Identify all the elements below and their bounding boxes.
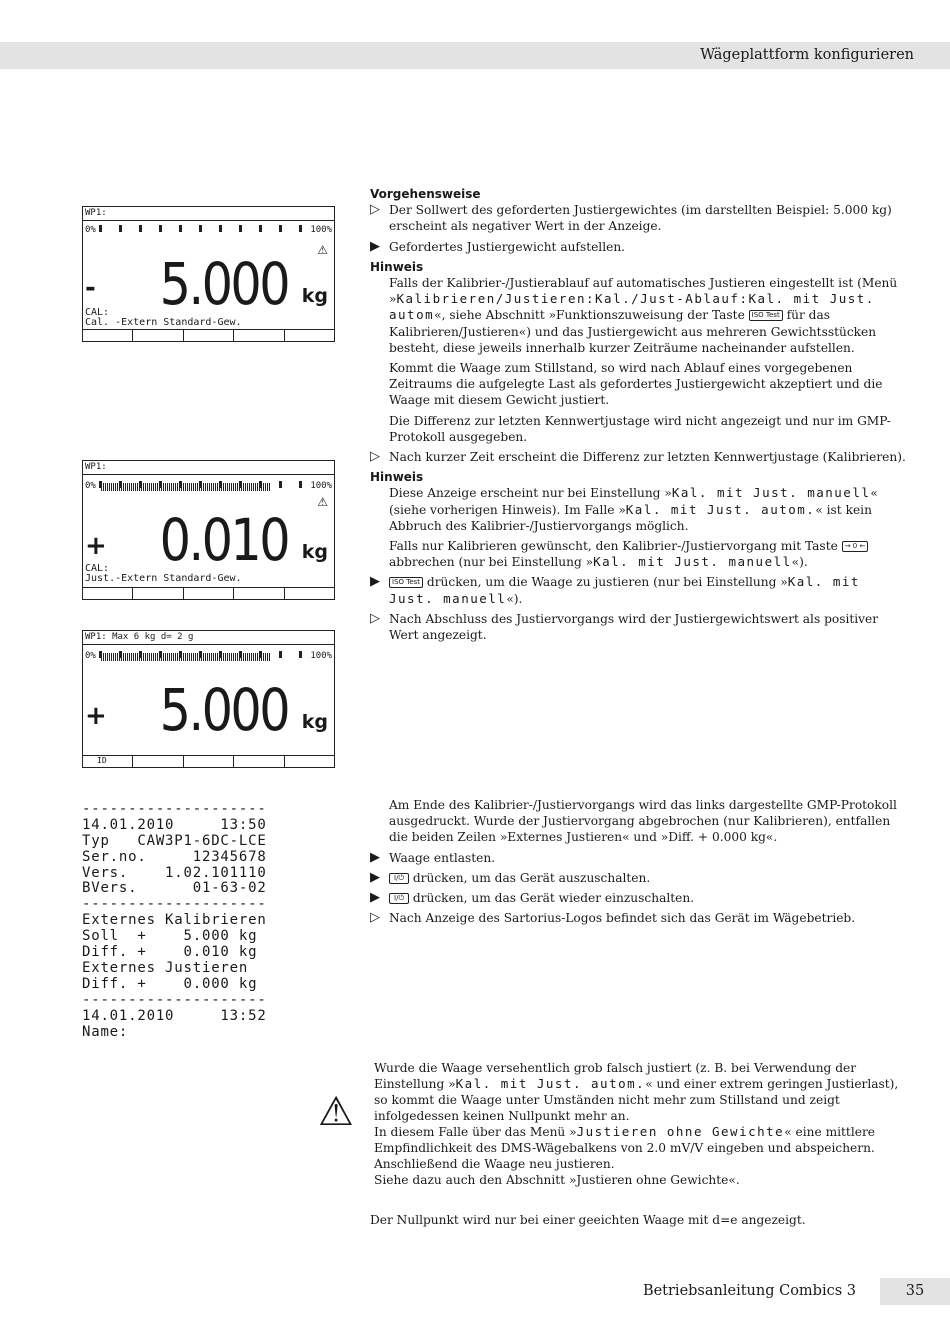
bargraph-max-label: 100% (310, 651, 332, 661)
note-paragraph: Die Differenz zur letzten Kennwertjustage wird nicht angezeigt und nur im GMP-Protokoll ausgegeben. (389, 413, 891, 444)
action-arrow-icon: ▶ (370, 869, 380, 885)
note-paragraph: Diese Anzeige erscheint nur bei Einstellung »Kal. mit Just. manuell« (siehe vorherigen Hinweis). Im Falle »Kal. mit Just. autom.« ist kein Abbruch des Kalibrier-/Justiervorgangs möglich. (389, 485, 878, 533)
warning-line: Anschließend die Waage neu justieren. (374, 1157, 615, 1171)
display-value: 5.000 (159, 250, 288, 318)
page-number: 35 (880, 1278, 950, 1305)
warning-triangle-icon: ⚠ (318, 1089, 354, 1135)
divider (83, 220, 334, 221)
note-paragraph: Kommt die Waage zum Stillstand, so wird nach Ablauf eines vorgegebenen Zeitraums die aufgelegte Last als gefordertes Justiergewicht akzeptiert und die Waage mit diesem Gewicht justiert. (389, 361, 883, 408)
bargraph-max-label: 100% (310, 225, 332, 235)
footer-title: Betriebsanleitung Combics 3 (642, 1283, 856, 1299)
action-step: ▶ Gefordertes Justiergewicht aufstellen. (370, 238, 626, 254)
iso-test-key-icon: ISO Test (749, 310, 783, 321)
warning-triangle-icon: ⚠ (317, 495, 328, 509)
display-cal-text: Just.-Extern Standard-Gew. (85, 573, 242, 584)
divider (83, 644, 334, 645)
result-arrow-icon: ▷ (370, 202, 380, 218)
warning-triangle-icon: ⚠ (317, 243, 328, 257)
display-wp-label: WP1: (85, 208, 107, 218)
divider (83, 474, 334, 475)
display-weighing (82, 630, 335, 768)
action-step: ▶ I/⏻ drücken, um das Gerät wieder einzuschalten. (370, 890, 695, 906)
instructions-part1 (370, 186, 910, 647)
display-value: 0.010 (159, 506, 288, 574)
action-arrow-icon: ▶ (370, 238, 380, 254)
power-key-icon: I/⏻ (389, 873, 409, 884)
heading-hinweis: Hinweis (370, 470, 424, 485)
printout-line: BVers. 01-63-02 (82, 880, 267, 897)
bargraph-ticks (99, 481, 302, 493)
bargraph-ticks (99, 651, 302, 663)
section-title: Wägeplattform konfigurieren (700, 47, 914, 63)
display-cal-label: CAL: (85, 563, 110, 574)
iso-test-key-icon: ISO Test (389, 577, 423, 588)
printout-line: Typ CAW3P1-6DC-LCE (82, 832, 267, 849)
softkey-id: ID (83, 756, 133, 767)
warning-line: Siehe dazu auch den Abschnitt »Justieren ohne Gewichte«. (374, 1173, 740, 1187)
printout-line: 14.01.2010 13:52 (82, 1007, 267, 1024)
note-paragraph: Falls nur Kalibrieren gewünscht, den Kalibrier-/Justiervorgang mit Taste → 0 ← abbrechen (nur bei Einstellung »Kal. mit Just. manuell«). (389, 538, 910, 570)
printout-line: Diff. + 0.010 kg (82, 944, 258, 961)
gmp-printout (82, 786, 267, 1056)
printout-line: 14.01.2010 13:50 (82, 816, 267, 833)
softkey-bar (83, 755, 334, 767)
bargraph (83, 651, 334, 663)
power-key-icon: I/⏻ (389, 893, 409, 904)
display-calibration-difference (82, 460, 335, 600)
printout-line: -------------------- (82, 800, 267, 817)
action-arrow-icon: ▶ (370, 849, 380, 865)
zero-key-icon: → 0 ← (842, 541, 869, 552)
display-unit: kg (301, 541, 328, 563)
note-paragraph: Falls der Kalibrier-/Justierablauf auf automatisches Justieren eingestellt ist (Menü »Kalibrieren/Justieren:Kal./Just-Ablauf:Kal. mit Just. autom«, siehe Abschnitt »Funktionszuweisung der Taste ISO Test für das Kalibrieren/Justieren«) und das Justiergewicht aus mehreren Gewichtsstücken besteht, diese jeweils innerhalb kurzer Zeiträume nacheinander aufstellen. (389, 276, 898, 355)
display-wp-label: WP1: Max 6 kg d= 2 g (85, 632, 194, 642)
printout-line: -------------------- (82, 896, 267, 913)
printout-line: Diff. + 0.000 kg (82, 975, 258, 992)
display-sign: + (85, 701, 107, 731)
bargraph-min-label: 0% (85, 481, 96, 491)
heading-hinweis: Hinweis (370, 259, 424, 274)
action-arrow-icon: ▶ (370, 574, 380, 590)
result-step: ▷ Nach Anzeige des Sartorius-Logos befindet sich das Gerät im Wägebetrieb. (370, 910, 856, 926)
display-unit: kg (301, 285, 328, 307)
result-step: ▷ Der Sollwert des geforderten Justiergewichtes (im darstellten Beispiel: 5.000 kg) erscheint als negativer Wert in der Anzeige. (370, 202, 892, 234)
display-sign: - (85, 273, 96, 303)
softkey-bar (83, 587, 334, 599)
display-cal-label: CAL: (85, 307, 110, 318)
action-step: ▶ ISO Test drücken, um die Waage zu justieren (nur bei Einstellung »Kal. mit Just. manuell«). (370, 574, 860, 606)
protocol-paragraph: Am Ende des Kalibrier-/Justiervorgangs wird das links dargestellte GMP-Protokoll ausgedruckt. Wurde der Justiervorgang abgebrochen (nur Kalibrieren), entfallen die beiden Zeilen »Externes Justieren« und »Diff. + 0.000 kg«. (389, 798, 897, 845)
display-calibration-request (82, 206, 335, 342)
printout-line: Ser.no. 12345678 (82, 848, 267, 865)
display-wp-label: WP1: (85, 462, 107, 472)
action-step: ▶ I/⏻ drücken, um das Gerät auszuschalten. (370, 869, 651, 885)
action-arrow-icon: ▶ (370, 890, 380, 906)
printout-line: Vers. 1.02.101110 (82, 864, 267, 881)
display-sign: + (85, 531, 107, 561)
result-arrow-icon: ▷ (370, 910, 380, 926)
bargraph (83, 481, 334, 493)
display-value: 5.000 (159, 676, 288, 744)
printout-line: -------------------- (82, 991, 267, 1008)
warning-text: Wurde die Waage versehentlich grob falsch justiert (z. B. bei Verwendung der Einstellung »Kal. mit Just. autom.« und einer extrem geringen Justierlast), so kommt die Waage unter Umständen nicht mehr zum Stillstand und zeigt infolgedessen keinen Nullpunkt mehr an. In diesem Falle über das Menü »Justieren ohne Gewichte« eine mittlere Empfindlichkeit des DMS-Wägebalkens von 2.0 mV/V eingeben und abspeichern. Anschließend die Waage neu justieren. Siehe dazu auch den Abschnitt »Justieren ohne Gewichte«. (374, 1060, 904, 1188)
printout-line: Externes Justieren (82, 959, 249, 976)
softkey (83, 588, 133, 599)
printout-line: Name: (82, 1023, 129, 1040)
action-step: ▶ Waage entlasten. (370, 849, 496, 865)
result-step: ▷ Nach Abschluss des Justiervorgangs wird der Justiergewichtswert als positiver Wert angezeigt. (370, 610, 879, 643)
display-cal-text: Cal. -Extern Standard-Gew. (85, 317, 242, 328)
result-step: ▷ Nach kurzer Zeit erscheint die Differenz zur letzten Kennwertjustage (Kalibrieren). (370, 449, 906, 465)
printout-line: Externes Kalibrieren (82, 912, 267, 929)
bargraph-min-label: 0% (85, 225, 96, 235)
instructions-part2 (370, 797, 910, 930)
bargraph (83, 225, 334, 237)
printout-line: Soll + 5.000 kg (82, 928, 258, 945)
nullpunkt-note: Der Nullpunkt wird nur bei einer geeichten Waage mit d=e angezeigt. (370, 1213, 806, 1227)
heading-vorgehensweise: Vorgehensweise (370, 187, 481, 201)
softkey-bar (83, 329, 334, 341)
bargraph-ticks (99, 225, 302, 237)
softkey (83, 330, 133, 341)
result-arrow-icon: ▷ (370, 610, 380, 626)
header-bar (0, 42, 950, 69)
bargraph-min-label: 0% (85, 651, 96, 661)
bargraph-max-label: 100% (310, 481, 332, 491)
display-unit: kg (301, 711, 328, 733)
result-arrow-icon: ▷ (370, 449, 380, 465)
